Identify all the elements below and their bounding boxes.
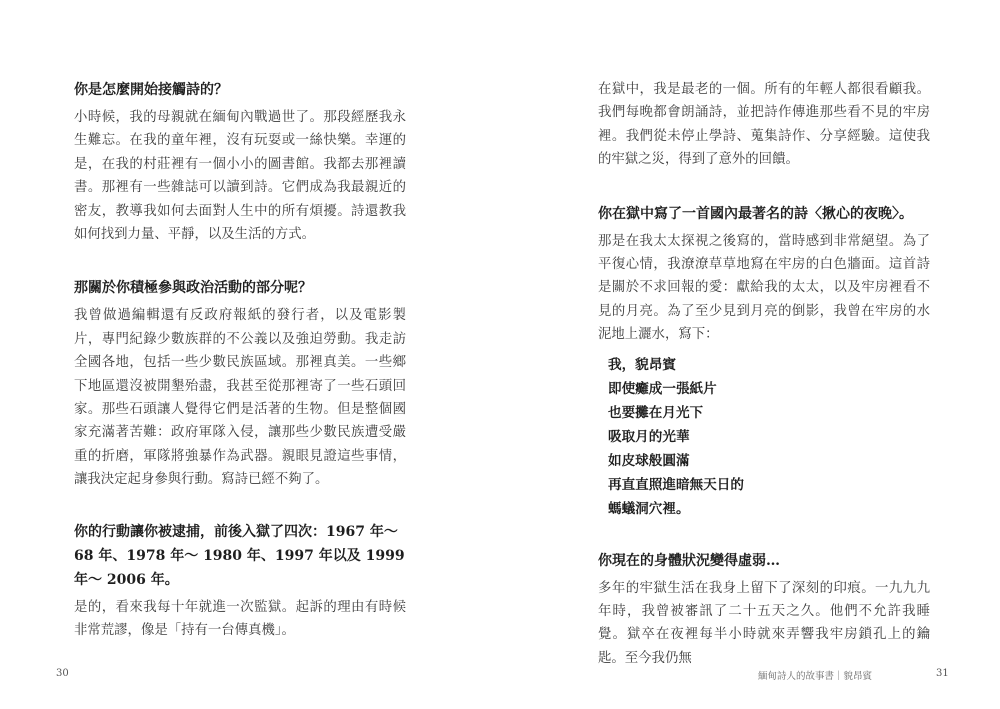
question-heading: 你在獄中寫了一首國內最著名的詩〈揪心的夜晚〉。: [598, 205, 913, 222]
question-heading: 你的行動讓你被逮捕，前後入獄了四次：1967 年～ 68 年、1978 年～ 1980 年、1997 年以及 1999 年～ 2006 年。: [74, 523, 405, 588]
question-heading: 你是怎麼開始接觸詩的？: [74, 82, 228, 98]
poem-line: 即使癱成一張紙片: [608, 380, 717, 397]
page-number-left: 30: [56, 668, 69, 679]
right-page-column: [598, 78, 930, 670]
page-number-right: 31: [936, 668, 949, 679]
answer-paragraph: 那是在我太太探視之後寫的，當時感到非常絕望。為了平復心情，我潦潦草草地寫在牢房的白色牆面。這首詩是關於不求回報的愛：獻給我的太太，以及牢房裡看不見的月亮。為了至少見到月亮的倒影，我曾在牢房的水泥地上灑水，寫下：: [598, 233, 930, 343]
poem-line: 我，貌昂賓: [608, 356, 676, 373]
poem-line: 螞蟻洞穴裡。: [608, 500, 690, 517]
poem-line: 也要攤在月光下: [608, 404, 704, 421]
intro-paragraph: 在獄中，我是最老的一個。所有的年輕人都很看顧我。我們每晚都會朗誦詩，並把詩作傳進那些看不見的牢房裡。我們從未停止學詩、蒐集詩作、分享經驗。這使我的牢獄之災，得到了意外的回饋。: [598, 82, 930, 168]
poem-line: 吸取月的光華: [608, 428, 690, 445]
answer-paragraph: 是的，看來我每十年就進一次監獄。起訴的理由有時候非常荒謬，像是「持有一台傳真機」。: [74, 599, 406, 639]
running-head: 緬甸詩人的故事書｜貌昂賓: [758, 671, 873, 682]
question-heading: 那關於你積極參與政治活動的部分呢？: [74, 280, 312, 297]
poem-line: 如皮球般圓滿: [608, 452, 690, 469]
right-page: [500, 0, 1000, 709]
left-page-column: [74, 78, 406, 643]
question-heading: 你現在的身體狀況變得虛弱…: [598, 552, 780, 569]
poem-line: 再直直照進暗無天日的: [608, 476, 744, 493]
poem-block: [608, 353, 930, 521]
answer-paragraph: 多年的牢獄生活在我身上留下了深刻的印痕。一九九九年時，我曾被審訊了二十五天之久。他們不允許我睡覺。獄卒在夜裡每半小時就來弄響我牢房鎖孔上的鑰匙。至今我仍無: [598, 580, 930, 666]
answer-paragraph: 我曾做過編輯還有反政府報紙的發行者，以及電影製片，專門紀錄少數族群的不公義以及強迫勞動。我走訪全國各地，包括一些少數民族區域。那裡真美。一些鄉下地區還沒被開墾殆盡，我甚至從那裡寄了一些石頭回家。那些石頭讓人覺得它們是活著的生物。但是整個國家充滿著苦難：政府軍隊入侵，讓那些少數民族遭受嚴重的折磨，軍隊將強暴作為武器。親眼見證這些事情，讓我決定起身參與行動。寫詩已經不夠了。: [74, 308, 406, 488]
answer-paragraph: 小時候，我的母親就在緬甸內戰過世了。那段經歷我永生難忘。在我的童年裡，沒有玩耍或一絲快樂。幸運的是，在我的村莊裡有一個小小的圖書館。我都去那裡讀書。那裡有一些雜誌可以讀到詩。它們成為我最親近的密友，教導我如何去面對人生中的所有煩擾。詩還教我如何找到力量、平靜，以及生活的方式。: [74, 110, 406, 243]
